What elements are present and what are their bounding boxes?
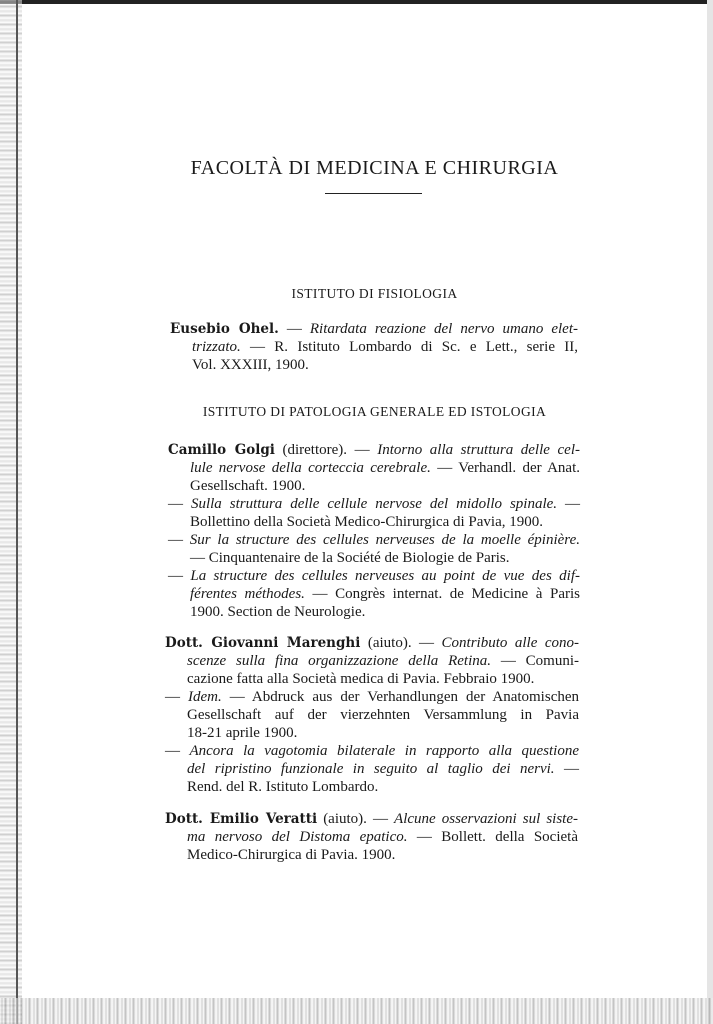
text-line xyxy=(168,441,580,459)
text-line xyxy=(170,356,578,374)
text-segment: — xyxy=(278,321,310,337)
publication-title: Intorno alla struttura delle cel- xyxy=(377,442,580,458)
text-line xyxy=(168,567,580,585)
text-line xyxy=(168,477,580,495)
text-segment: — Abdruck aus der Verhandlungen der Anatomischen xyxy=(221,689,580,705)
page-binding-line xyxy=(16,0,18,1024)
publication-item xyxy=(168,441,580,495)
entry-marenghi xyxy=(165,634,579,796)
publication-title: Ancora la vagotomia bilaterale in rapporto alla questione xyxy=(189,743,580,759)
text-segment: — xyxy=(165,743,190,759)
text-segment: — Congrès internat. de Medicine à Paris xyxy=(304,586,580,602)
text-line xyxy=(168,495,580,513)
text-segment: (aiuto). — xyxy=(360,635,442,651)
scan-edge-right xyxy=(707,0,713,1024)
text-line xyxy=(165,652,579,670)
publication-title: Sur la structure des cellules nerveuses de la moelle épinière. xyxy=(189,532,580,548)
text-segment: 1900. Section de Neurologie. xyxy=(190,604,366,620)
text-line xyxy=(165,706,579,724)
text-segment: — Verhandl. der Anat. xyxy=(430,460,580,476)
text-segment: — Cinquantenaire de la Société de Biologie de Paris. xyxy=(190,550,510,566)
entry-veratti xyxy=(165,810,578,864)
publication-item xyxy=(165,634,579,688)
text-segment: Gesellschaft. 1900. xyxy=(190,478,306,494)
text-line xyxy=(168,603,580,621)
text-segment: — xyxy=(168,568,191,584)
text-line xyxy=(165,778,579,796)
publication-title: La structure des cellules nerveuses au point de vue des dif- xyxy=(190,568,580,584)
text-line xyxy=(165,810,578,828)
text-segment: (direttore). — xyxy=(274,442,378,458)
text-line xyxy=(170,338,578,356)
publication-title: Alcune osservazioni sul siste- xyxy=(394,811,578,827)
publication-title: lule nervose della corteccia cerebrale. xyxy=(190,460,431,476)
publication-item xyxy=(168,495,580,531)
author-name: Camillo Golgi xyxy=(168,442,275,458)
author-name: Dott. Emilio Veratti xyxy=(165,811,318,827)
text-segment: (aiuto). — xyxy=(317,811,395,827)
publication-title: Contributo alle cono- xyxy=(441,635,580,651)
text-segment: 18-21 aprile 1900. xyxy=(187,725,298,741)
publication-item xyxy=(165,810,578,864)
text-line xyxy=(165,742,579,760)
text-segment: Medico-Chirurgica di Pavia. 1900. xyxy=(187,847,396,863)
section-heading-patologia: ISTITUTO DI PATOLOGIA GENERALE ED ISTOLOGIA xyxy=(202,404,547,419)
text-segment: — xyxy=(168,532,190,548)
text-line xyxy=(168,513,580,531)
publication-title: Ritardata reazione del nervo umano elet- xyxy=(309,321,579,337)
text-line xyxy=(168,585,580,603)
text-line xyxy=(165,846,578,864)
publication-item xyxy=(165,688,579,742)
text-segment: Vol. XXXIII, 1900. xyxy=(192,357,309,373)
publication-title: trizzato. xyxy=(192,339,241,355)
text-segment: cazione fatta alla Società medica di Pavia. Febbraio 1900. xyxy=(187,671,535,687)
publication-title: Idem. xyxy=(188,689,222,705)
text-segment: Bollettino della Società Medico-Chirurgica di Pavia, 1900. xyxy=(190,514,543,530)
text-segment: Gesellschaft auf der vierzehnten Versammlung in Pavia xyxy=(187,707,579,723)
text-line xyxy=(170,320,578,338)
publication-item xyxy=(168,567,580,621)
text-line xyxy=(165,760,579,778)
publication-title: del ripristino funzionale in seguito al taglio dei nervi. xyxy=(187,761,555,777)
author-name: Dott. Giovanni Marenghi xyxy=(165,635,361,651)
text-line xyxy=(168,549,580,567)
text-line xyxy=(165,634,579,652)
text-segment: — R. Istituto Lombardo di Sc. e Lett., serie II, xyxy=(240,339,578,355)
publication-item xyxy=(165,742,579,796)
text-line xyxy=(165,670,579,688)
text-line xyxy=(165,828,578,846)
publication-item xyxy=(168,531,580,567)
page-title: FACOLTÀ DI MEDICINA E CHIRURGIA xyxy=(190,157,559,179)
entry-ohel xyxy=(170,320,578,374)
text-line xyxy=(165,688,579,706)
publication-title: férentes méthodes. xyxy=(190,586,305,602)
text-segment: — xyxy=(557,496,581,512)
text-segment: — Bollett. della Società xyxy=(407,829,578,845)
text-segment: — xyxy=(165,689,188,705)
title-divider xyxy=(325,193,422,194)
publication-title: scenze sulla fina organizzazione della Retina. xyxy=(187,653,491,669)
text-segment: — xyxy=(168,496,191,512)
publication-title: ma nervoso del Distoma epatico. xyxy=(187,829,408,845)
publication-title: Sulla struttura delle cellule nervose del midollo spinale. xyxy=(190,496,558,512)
scan-edge-bottom xyxy=(0,998,713,1024)
text-segment: Rend. del R. Istituto Lombardo. xyxy=(187,779,379,795)
section-heading-fisiologia: ISTITUTO DI FISIOLOGIA xyxy=(291,286,458,301)
text-line xyxy=(168,531,580,549)
text-line xyxy=(165,724,579,742)
scan-edge-left xyxy=(0,0,22,1024)
publication-item xyxy=(170,320,578,374)
entry-golgi xyxy=(168,441,580,621)
text-line xyxy=(168,459,580,477)
text-segment: — Comuni- xyxy=(491,653,579,669)
author-name: Eusebio Ohel. xyxy=(170,321,279,337)
text-segment: — xyxy=(554,761,579,777)
scan-edge-top xyxy=(0,0,713,4)
